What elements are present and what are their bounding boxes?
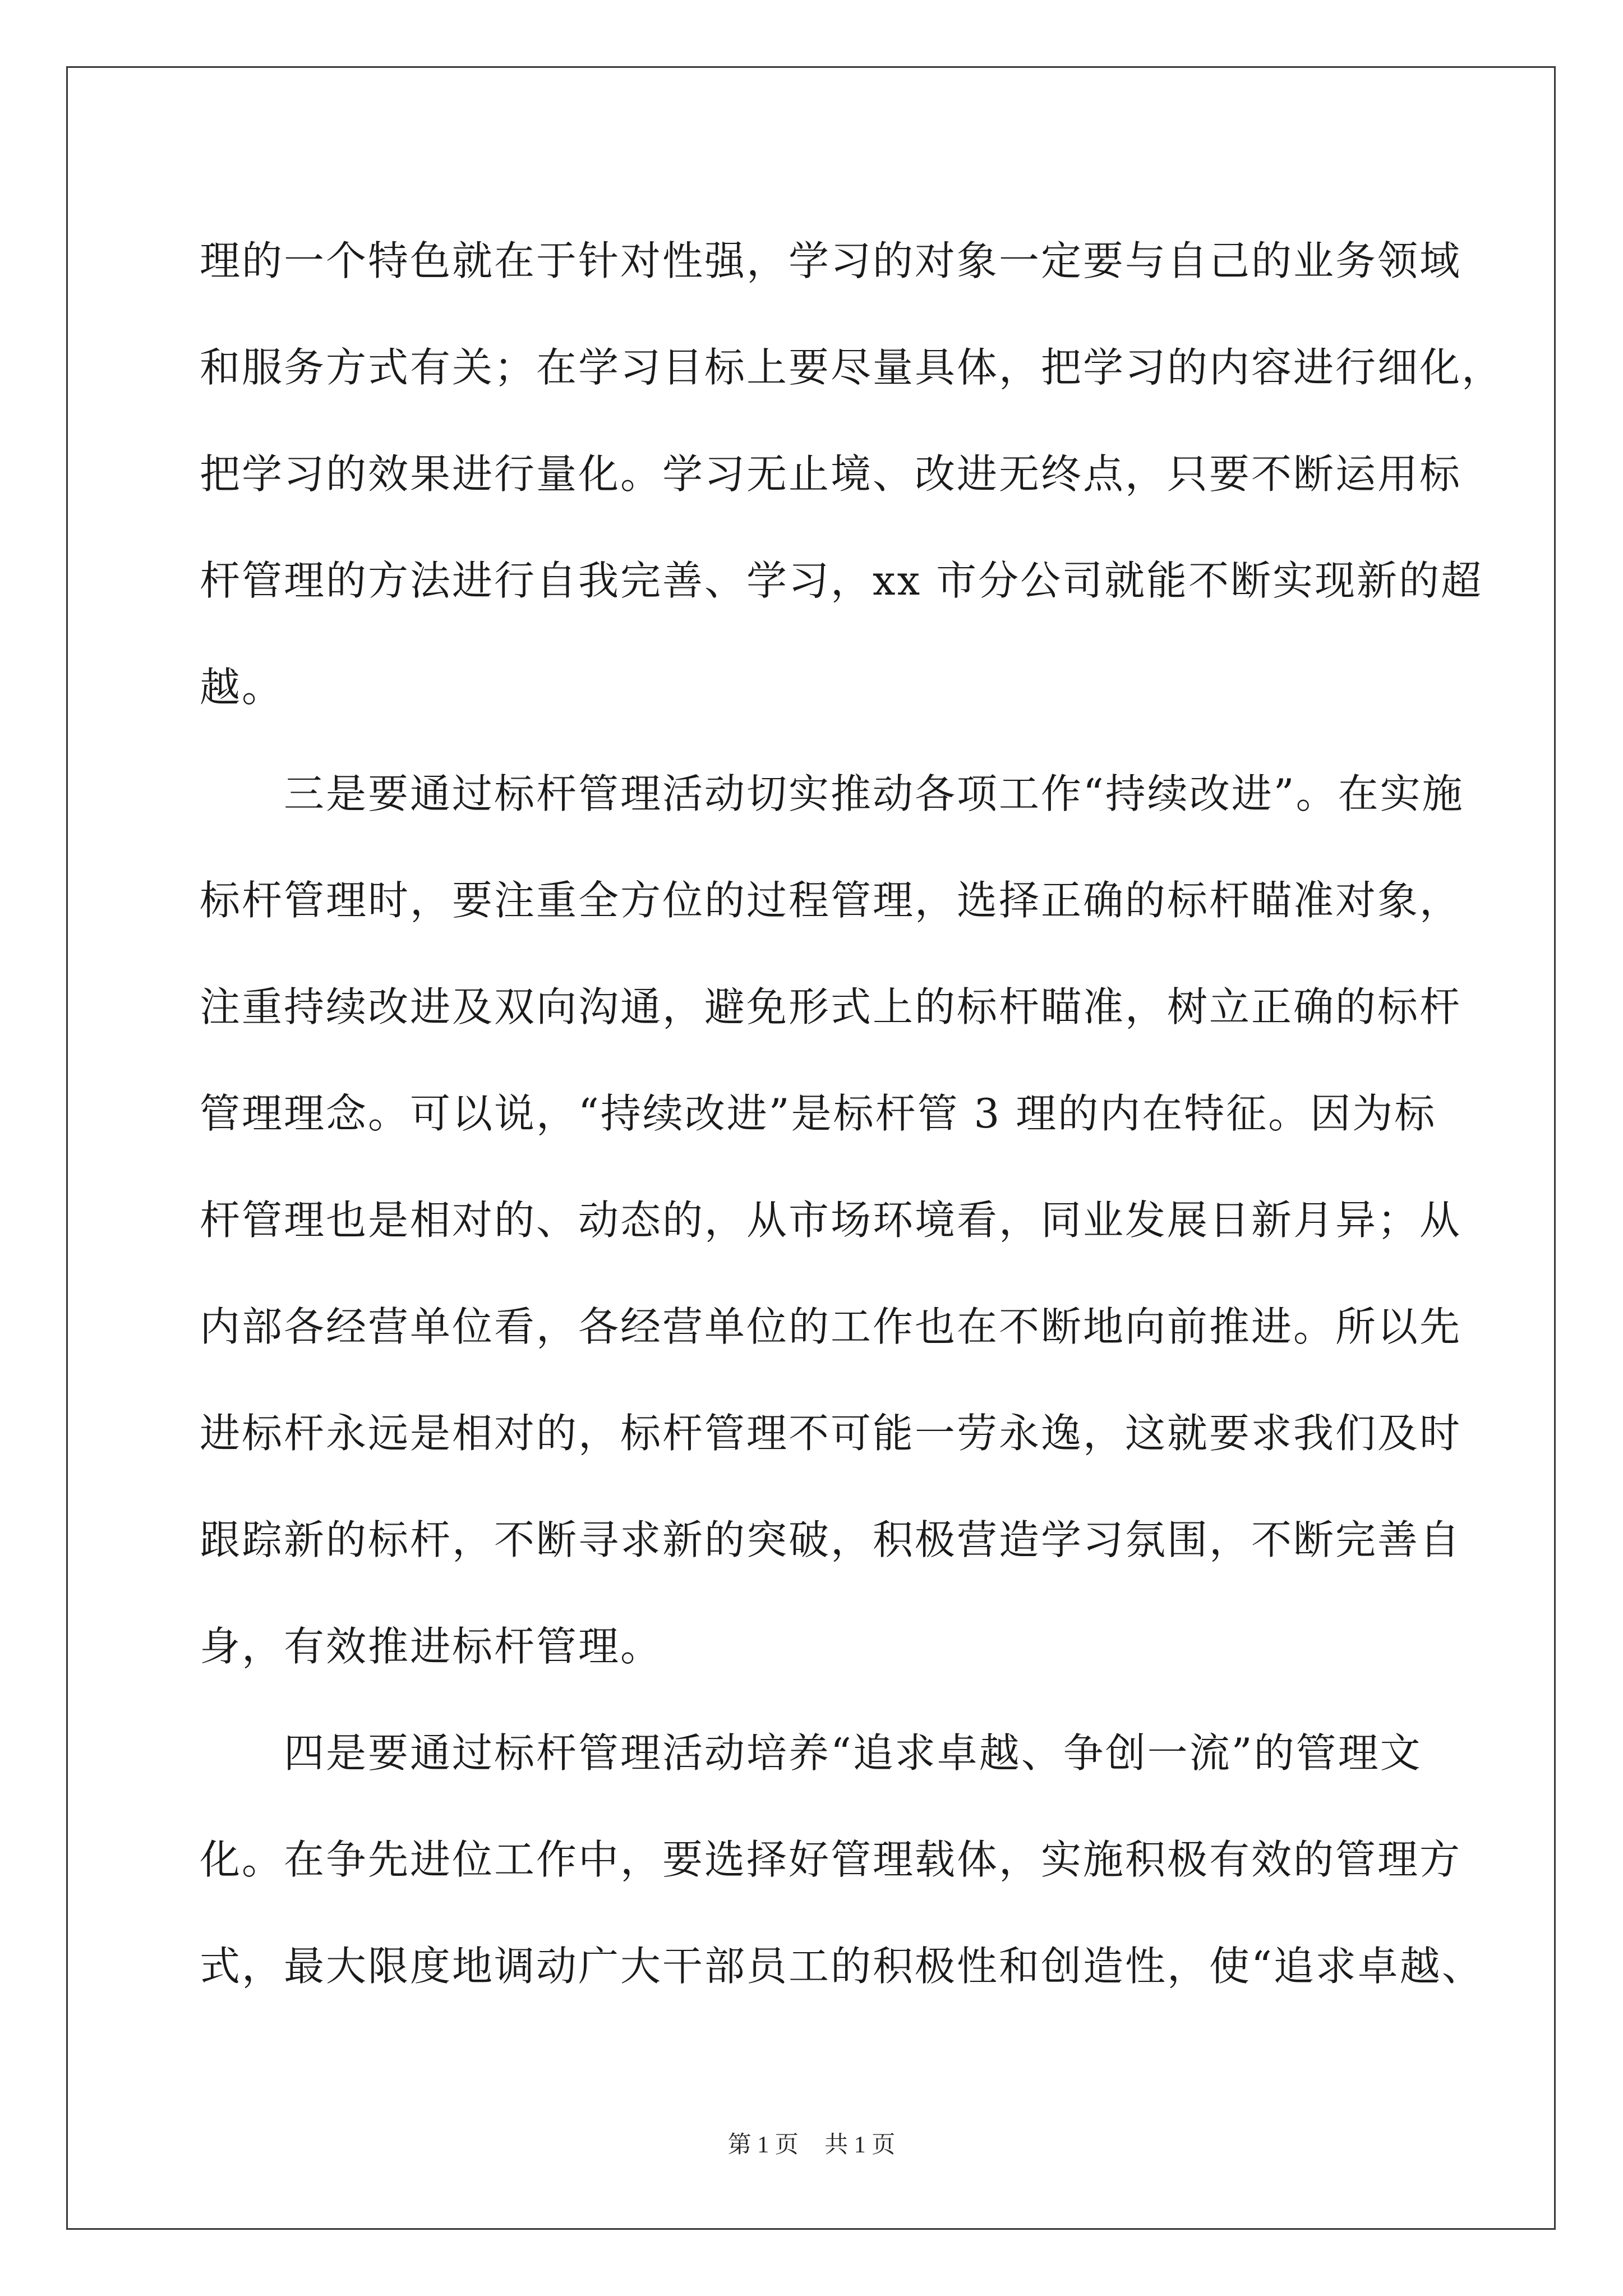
text-line: 越。 — [200, 664, 284, 711]
text-line: 化。在争先进位工作中，要选择好管理载体，实施积极有效的管理方 — [200, 1836, 1462, 1883]
document-body — [200, 208, 1504, 2019]
text-line: 杆管理的方法进行自我完善、学习，xx 市分公司就能不断实现新的超 — [200, 557, 1483, 604]
text-line: 四是要通过标杆管理活动培养“追求卓越、争创一流”的管理文 — [200, 1729, 1422, 1777]
text-line: 注重持续改进及双向沟通，避免形式上的标杆瞄准，树立正确的标杆 — [200, 983, 1462, 1030]
text-line: 式，最大限度地调动广大干部员工的积极性和创造性，使“追求卓越、 — [200, 1943, 1484, 1990]
text-line: 身，有效推进标杆管理。 — [200, 1623, 663, 1670]
text-line: 把学习的效果进行量化。学习无止境、改进无终点，只要不断运用标 — [200, 450, 1462, 498]
text-line: 进标杆永远是相对的，标杆管理不可能一劳永逸，这就要求我们及时 — [200, 1410, 1462, 1457]
total-pages: 共 1 页 — [824, 2132, 896, 2158]
text-line: 跟踪新的标杆，不断寻求新的突破，积极营造学习氛围，不断完善自 — [200, 1516, 1462, 1563]
text-line: 杆管理也是相对的、动态的，从市场环境看，同业发展日新月异；从 — [200, 1197, 1462, 1244]
text-line: 内部各经营单位看，各经营单位的工作也在不断地向前推进。所以先 — [200, 1303, 1462, 1350]
page-number: 第 1 页 — [727, 2132, 799, 2158]
page-footer — [0, 2126, 1623, 2160]
text-line: 和服务方式有关；在学习目标上要尽量具体，把学习的内容进行细化， — [200, 344, 1504, 391]
text-line: 管理理念。可以说，“持续改进”是标杆管 3 理的内在特征。因为标 — [200, 1090, 1437, 1137]
text-line: 理的一个特色就在于针对性强，学习的对象一定要与自己的业务领域 — [200, 237, 1462, 284]
text-line: 标杆管理时，要注重全方位的过程管理，选择正确的标杆瞄准对象， — [200, 877, 1462, 924]
text-line: 三是要通过标杆管理活动切实推动各项工作“持续改进”。在实施 — [200, 770, 1464, 817]
